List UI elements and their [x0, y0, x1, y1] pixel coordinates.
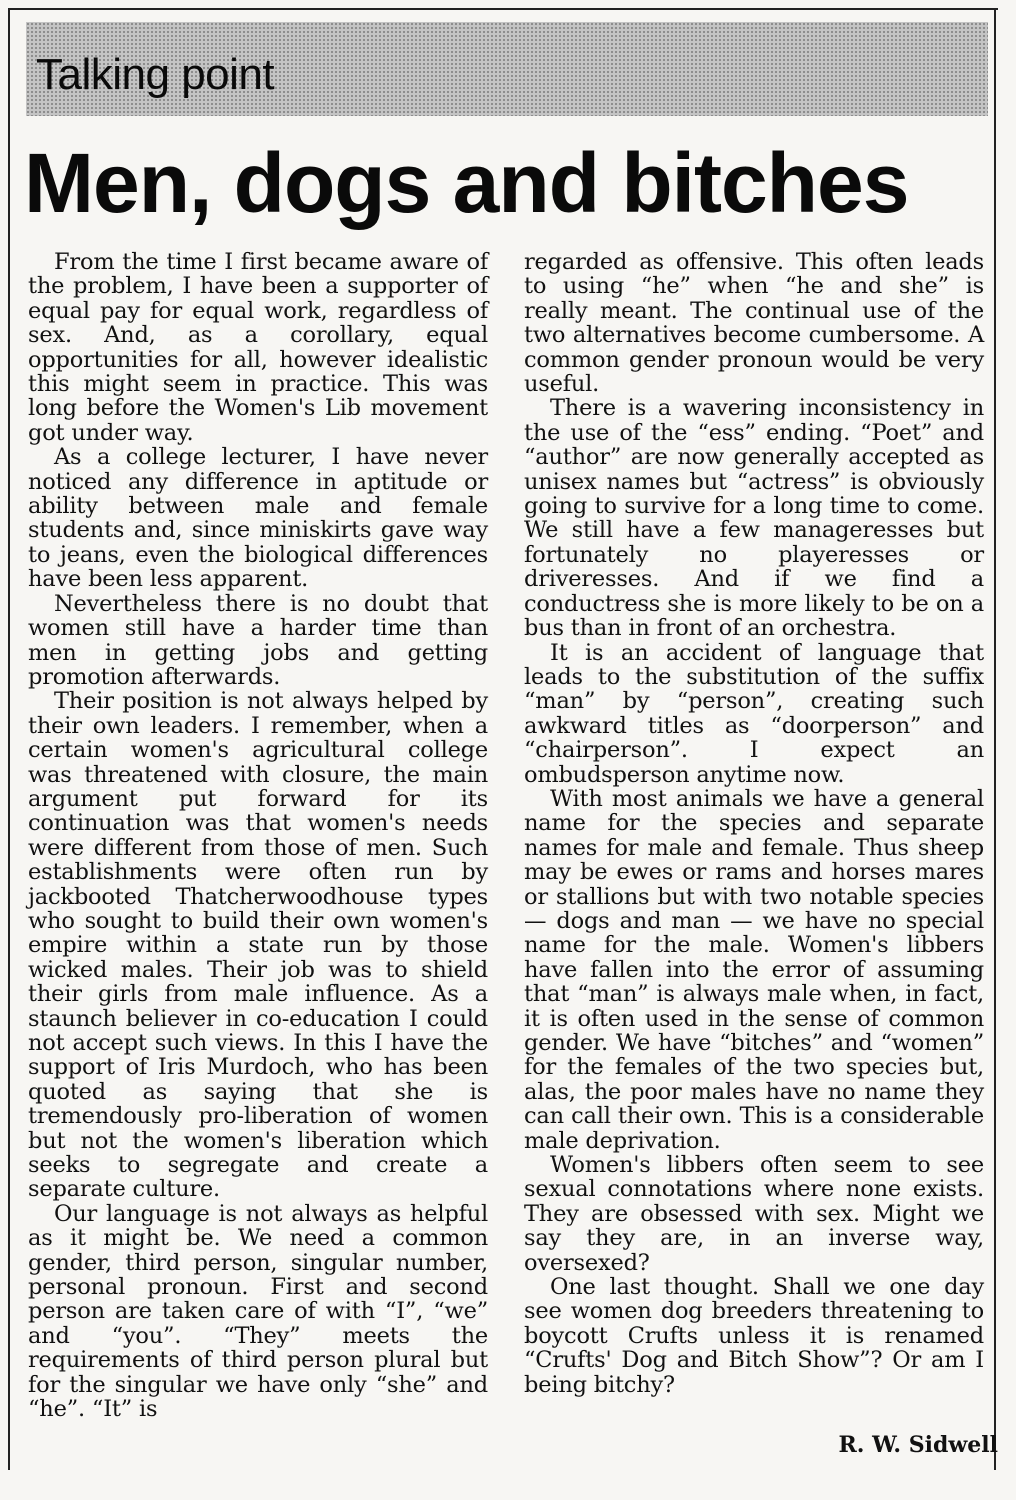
- paragraph: From the time I first became aware of the problem, I have been a supporter of equal pay for equal work, regardless of sex. And, as a corollary, equal opportunities for all, however idealistic this might seem in practice. This was long before the Women's Lib movement got under way.: [28, 249, 488, 446]
- paragraph: Nevertheless there is no doubt that women still have a harder time than men in getting jobs and getting promotion afterwards.: [28, 590, 488, 690]
- paragraph: It is an accident of language that leads to the substitution of the suffix “man” by “person”, creating such awkward titles as “doorperson” and “chairperson”. I expect an ombudsperson anytime now.: [524, 639, 984, 788]
- paragraph: There is a wavering inconsistency in the use of the “ess” ending. “Poet” and “author” are now generally accepted as unisex names but “actress” is obviously going to survive for a long time to come. We still have a few manageresses but fortunately no playeresses or driveresses. And if we find a conductress she is more likely to be on a bus than in front of an orchestra.: [524, 395, 984, 642]
- right-column: [524, 250, 984, 1397]
- paragraph: regarded as offensive. This often leads to using “he” when “he and she” is really meant. The continual use of the two alternatives become cumbersome. A common gender pronoun would be very useful.: [524, 249, 984, 398]
- paragraph: One last thought. Shall we one day see women dog breeders threatening to boycott Crufts unless it is renamed “Crufts' Dog and Bitch Show”? Or am I being bitchy?: [524, 1274, 984, 1398]
- left-column: [28, 250, 488, 1422]
- paragraph: With most animals we have a general name for the species and separate names for male and female. Thus sheep may be ewes or rams and horses mares or stallions but with two notable species — dogs and man — we have no special name for the male. Women's libbers have fallen into the error of assuming that “man” is always male when, in fact, it is often used in the sense of common gender. We have “bitches” and “women” for the females of the two species but, alas, the poor males have no name they can call their own. This is a considerable male deprivation.: [524, 785, 984, 1154]
- paragraph: Their position is not always helped by their own leaders. I remember, when a certain women's agricultural college was threatened with closure, the main argument put forward for its continuation was that women's needs were different from those of men. Such establishments were often run by jackbooted Thatcherwoodhouse types who sought to build their own women's empire within a state run by those wicked males. Their job was to shield their girls from male influence. As a staunch believer in co-education I could not accept such views. In this I have the support of Iris Murdoch, who has been quoted as saying that she is tremendously pro-liberation of women but not the women's liberation which seeks to segregate and create a separate culture.: [28, 688, 488, 1203]
- headline: Men, dogs and bitches: [24, 136, 909, 230]
- paragraph: Our language is not always as helpful as it might be. We need a common gender, third person, singular number, personal pronoun. First and second person are taken care of with “I”, “we” and “you”. “They” meets the requirements of third person plural but for the singular we have only “she” and “he”. “It” is: [28, 1200, 488, 1423]
- kicker-label: Talking point: [36, 50, 275, 99]
- paragraph: Women's libbers often seem to see sexual connotations where none exists. They are obsessed with sex. Might we say they are, in an inverse way, oversexed?: [524, 1152, 984, 1276]
- paragraph: As a college lecturer, I have never noticed any difference in aptitude or ability between male and female students and, since miniskirts gave way to jeans, even the biological differences have been less apparent.: [28, 444, 488, 593]
- author-signature: R. W. Sidwell: [838, 1432, 998, 1458]
